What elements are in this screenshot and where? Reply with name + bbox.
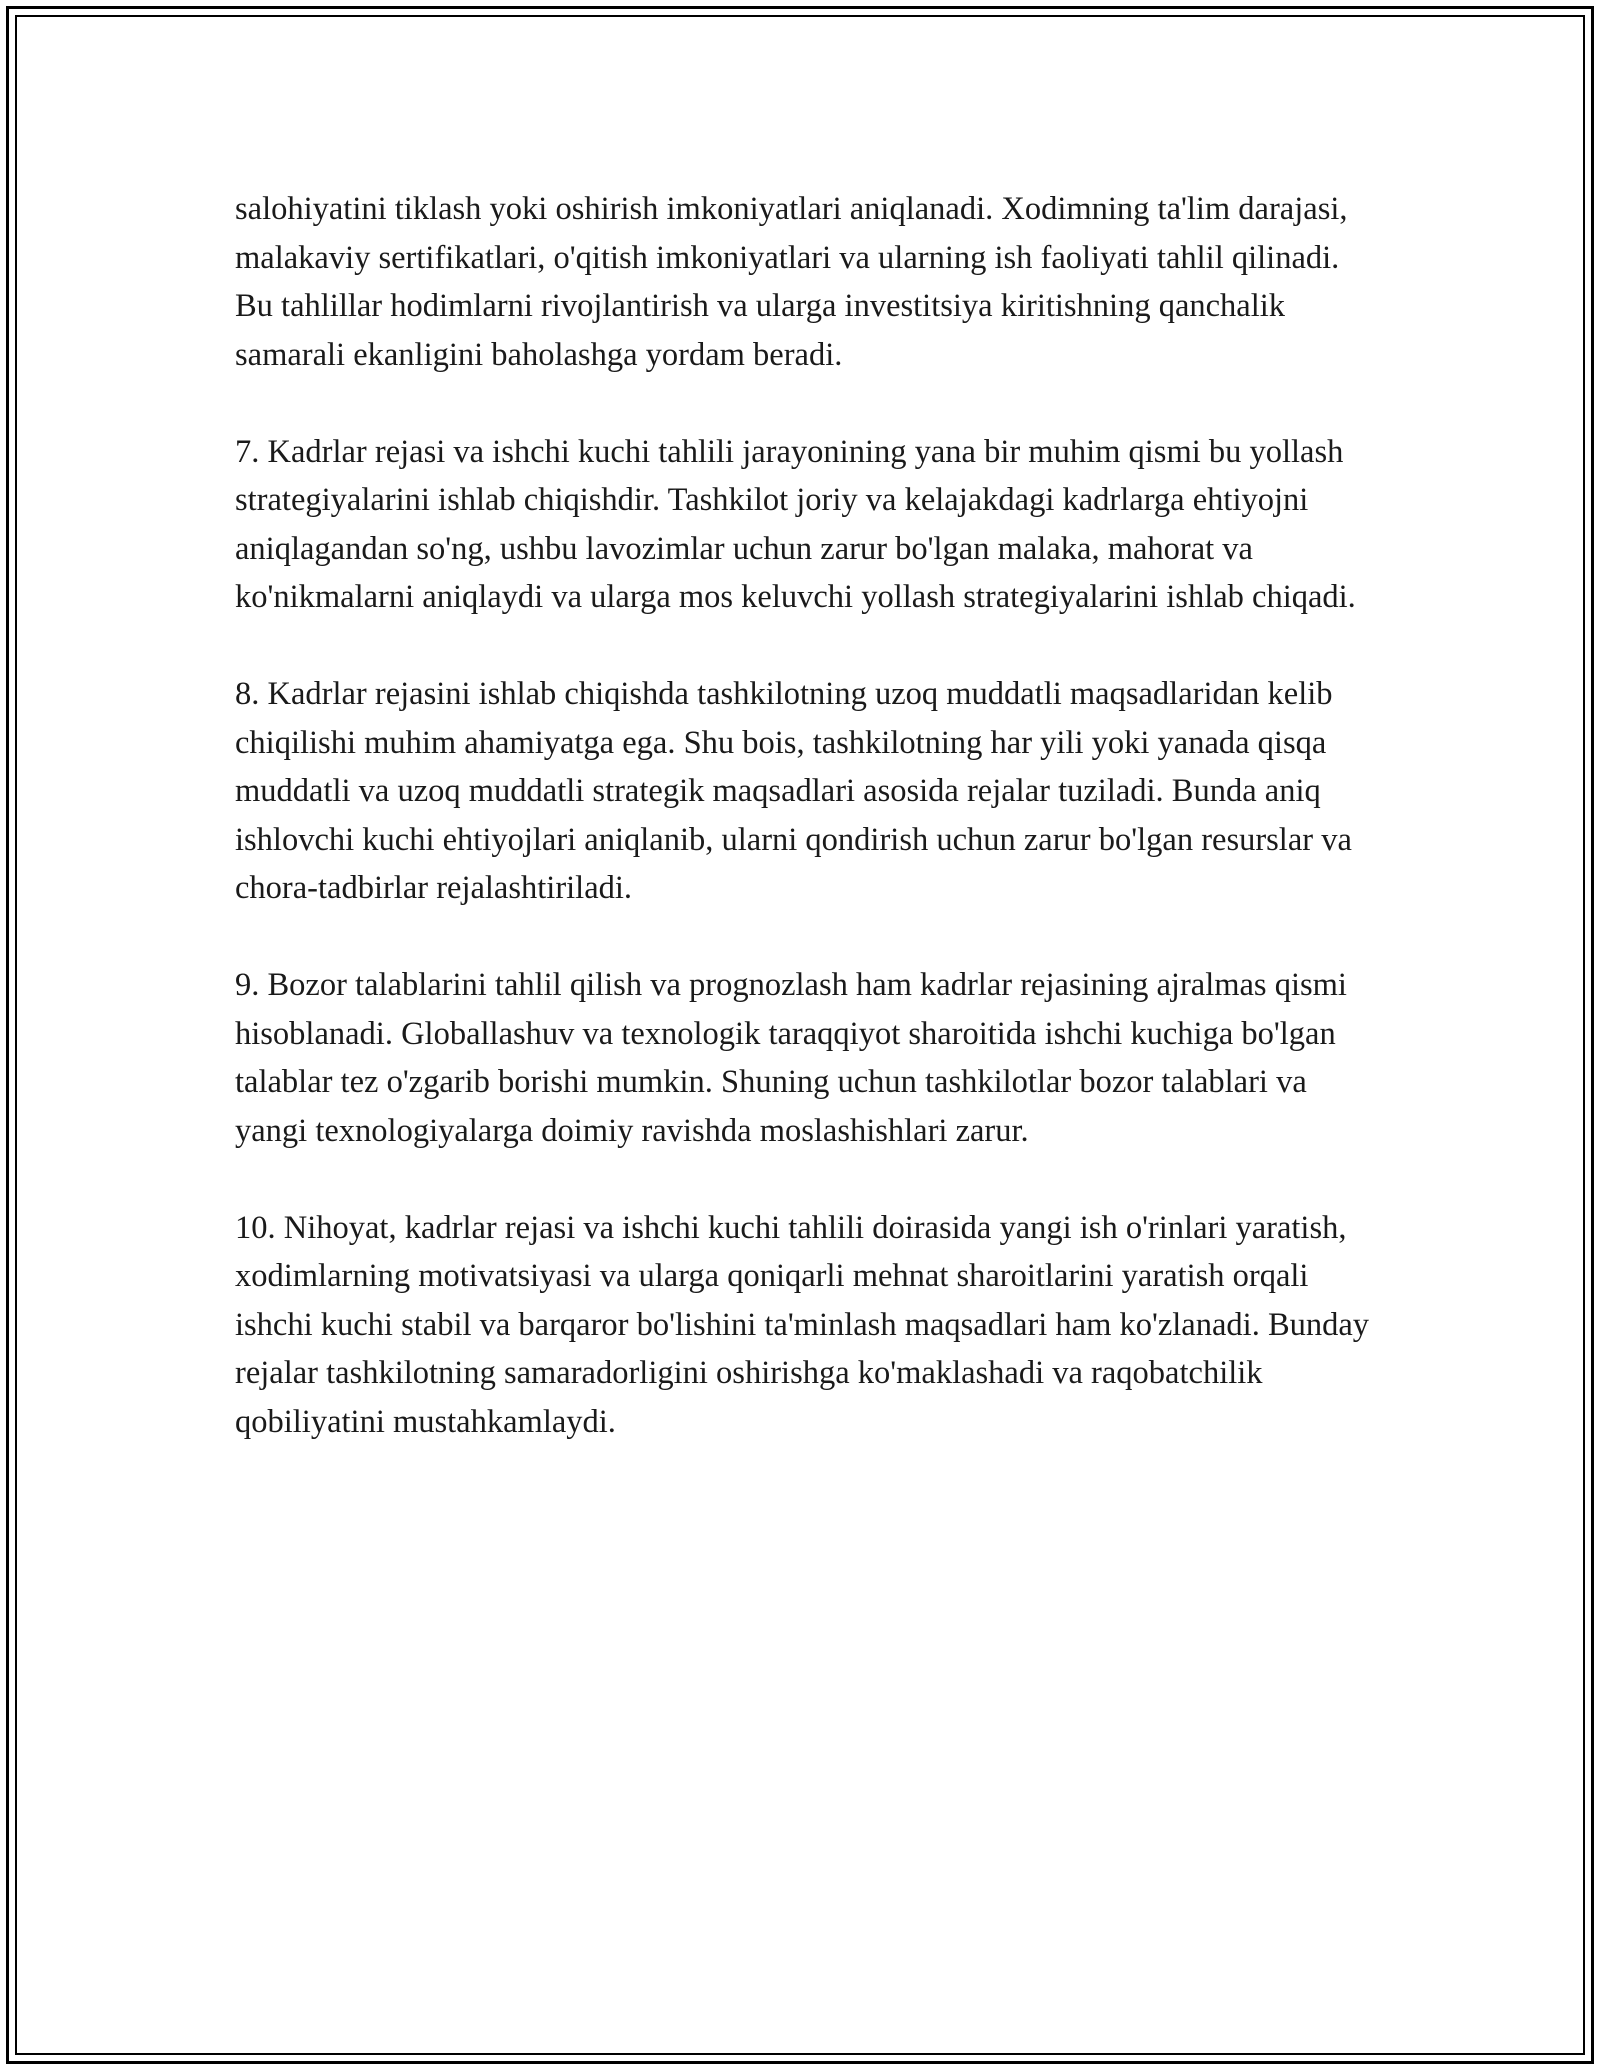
- paragraph-item-8: 8. Kadrlar rejasini ishlab chiqishda tashkilotning uzoq muddatli maqsadlaridan kelib chiqilishi muhim ahamiyatga ega. Shu bois, tashkilotning har yili yoki yanada qisqa muddatli va uzoq muddatli strategik maqsadlari asosida rejalar tuziladi. Bunda aniq ishlovchi kuchi ehtiyojlari aniqlanib, ularni qondirish uchun zarur bo'lgan resurslar va chora-tadbirlar rejalashtiriladi.: [235, 676, 1352, 906]
- paragraph-item-9: 9. Bozor talablarini tahlil qilish va prognozlash ham kadrlar rejasining ajralmas qismi hisoblanadi. Globallashuv va texnologik taraqqiyot sharoitida ishchi kuchiga bo'lgan talablar tez o'zgarib borishi mumkin. Shuning uchun tashkilotlar bozor talablari va yangi texnologiyalarga doimiy ravishda moslashishlari zarur.: [235, 967, 1347, 1149]
- paragraph-continuation: salohiyatini tiklash yoki oshirish imkoniyatlari aniqlanadi. Xodimning ta'lim darajasi, malakaviy sertifikatlari, o'qitish imkoniyatlari va ularning ish faoliyati tahlil qilinadi. Bu tahlillar hodimlarni rivojlantirish va ularga investitsiya kiritishning qanchalik samarali ekanligini baholashga yordam beradi.: [235, 191, 1348, 373]
- document-body: [235, 185, 1375, 1446]
- paragraph-item-10: 10. Nihoyat, kadrlar rejasi va ishchi kuchi tahlili doirasida yangi ish o'rinlari yaratish, xodimlarning motivatsiyasi va ularga qoniqarli mehnat sharoitlarini yaratish orqali ishchi kuchi stabil va barqaror bo'lishini ta'minlash maqsadlari ham ko'zlanadi. Bunday rejalar tashkilotning samaradorligini oshirishga ko'maklashadi va raqobatchilik qobiliyatini mustahkamlaydi.: [235, 1209, 1370, 1440]
- paragraph-item-7: 7. Kadrlar rejasi va ishchi kuchi tahlili jarayonining yana bir muhim qismi bu yollash strategiyalarini ishlab chiqishdir. Tashkilot joriy va kelajakdagi kadrlarga ehtiyojni aniqlagandan so'ng, ushbu lavozimlar uchun zarur bo'lgan malaka, mahorat va ko'nikmalarni aniqlaydi va ularga mos keluvchi yollash strategiyalarini ishlab chiqadi.: [235, 433, 1356, 615]
